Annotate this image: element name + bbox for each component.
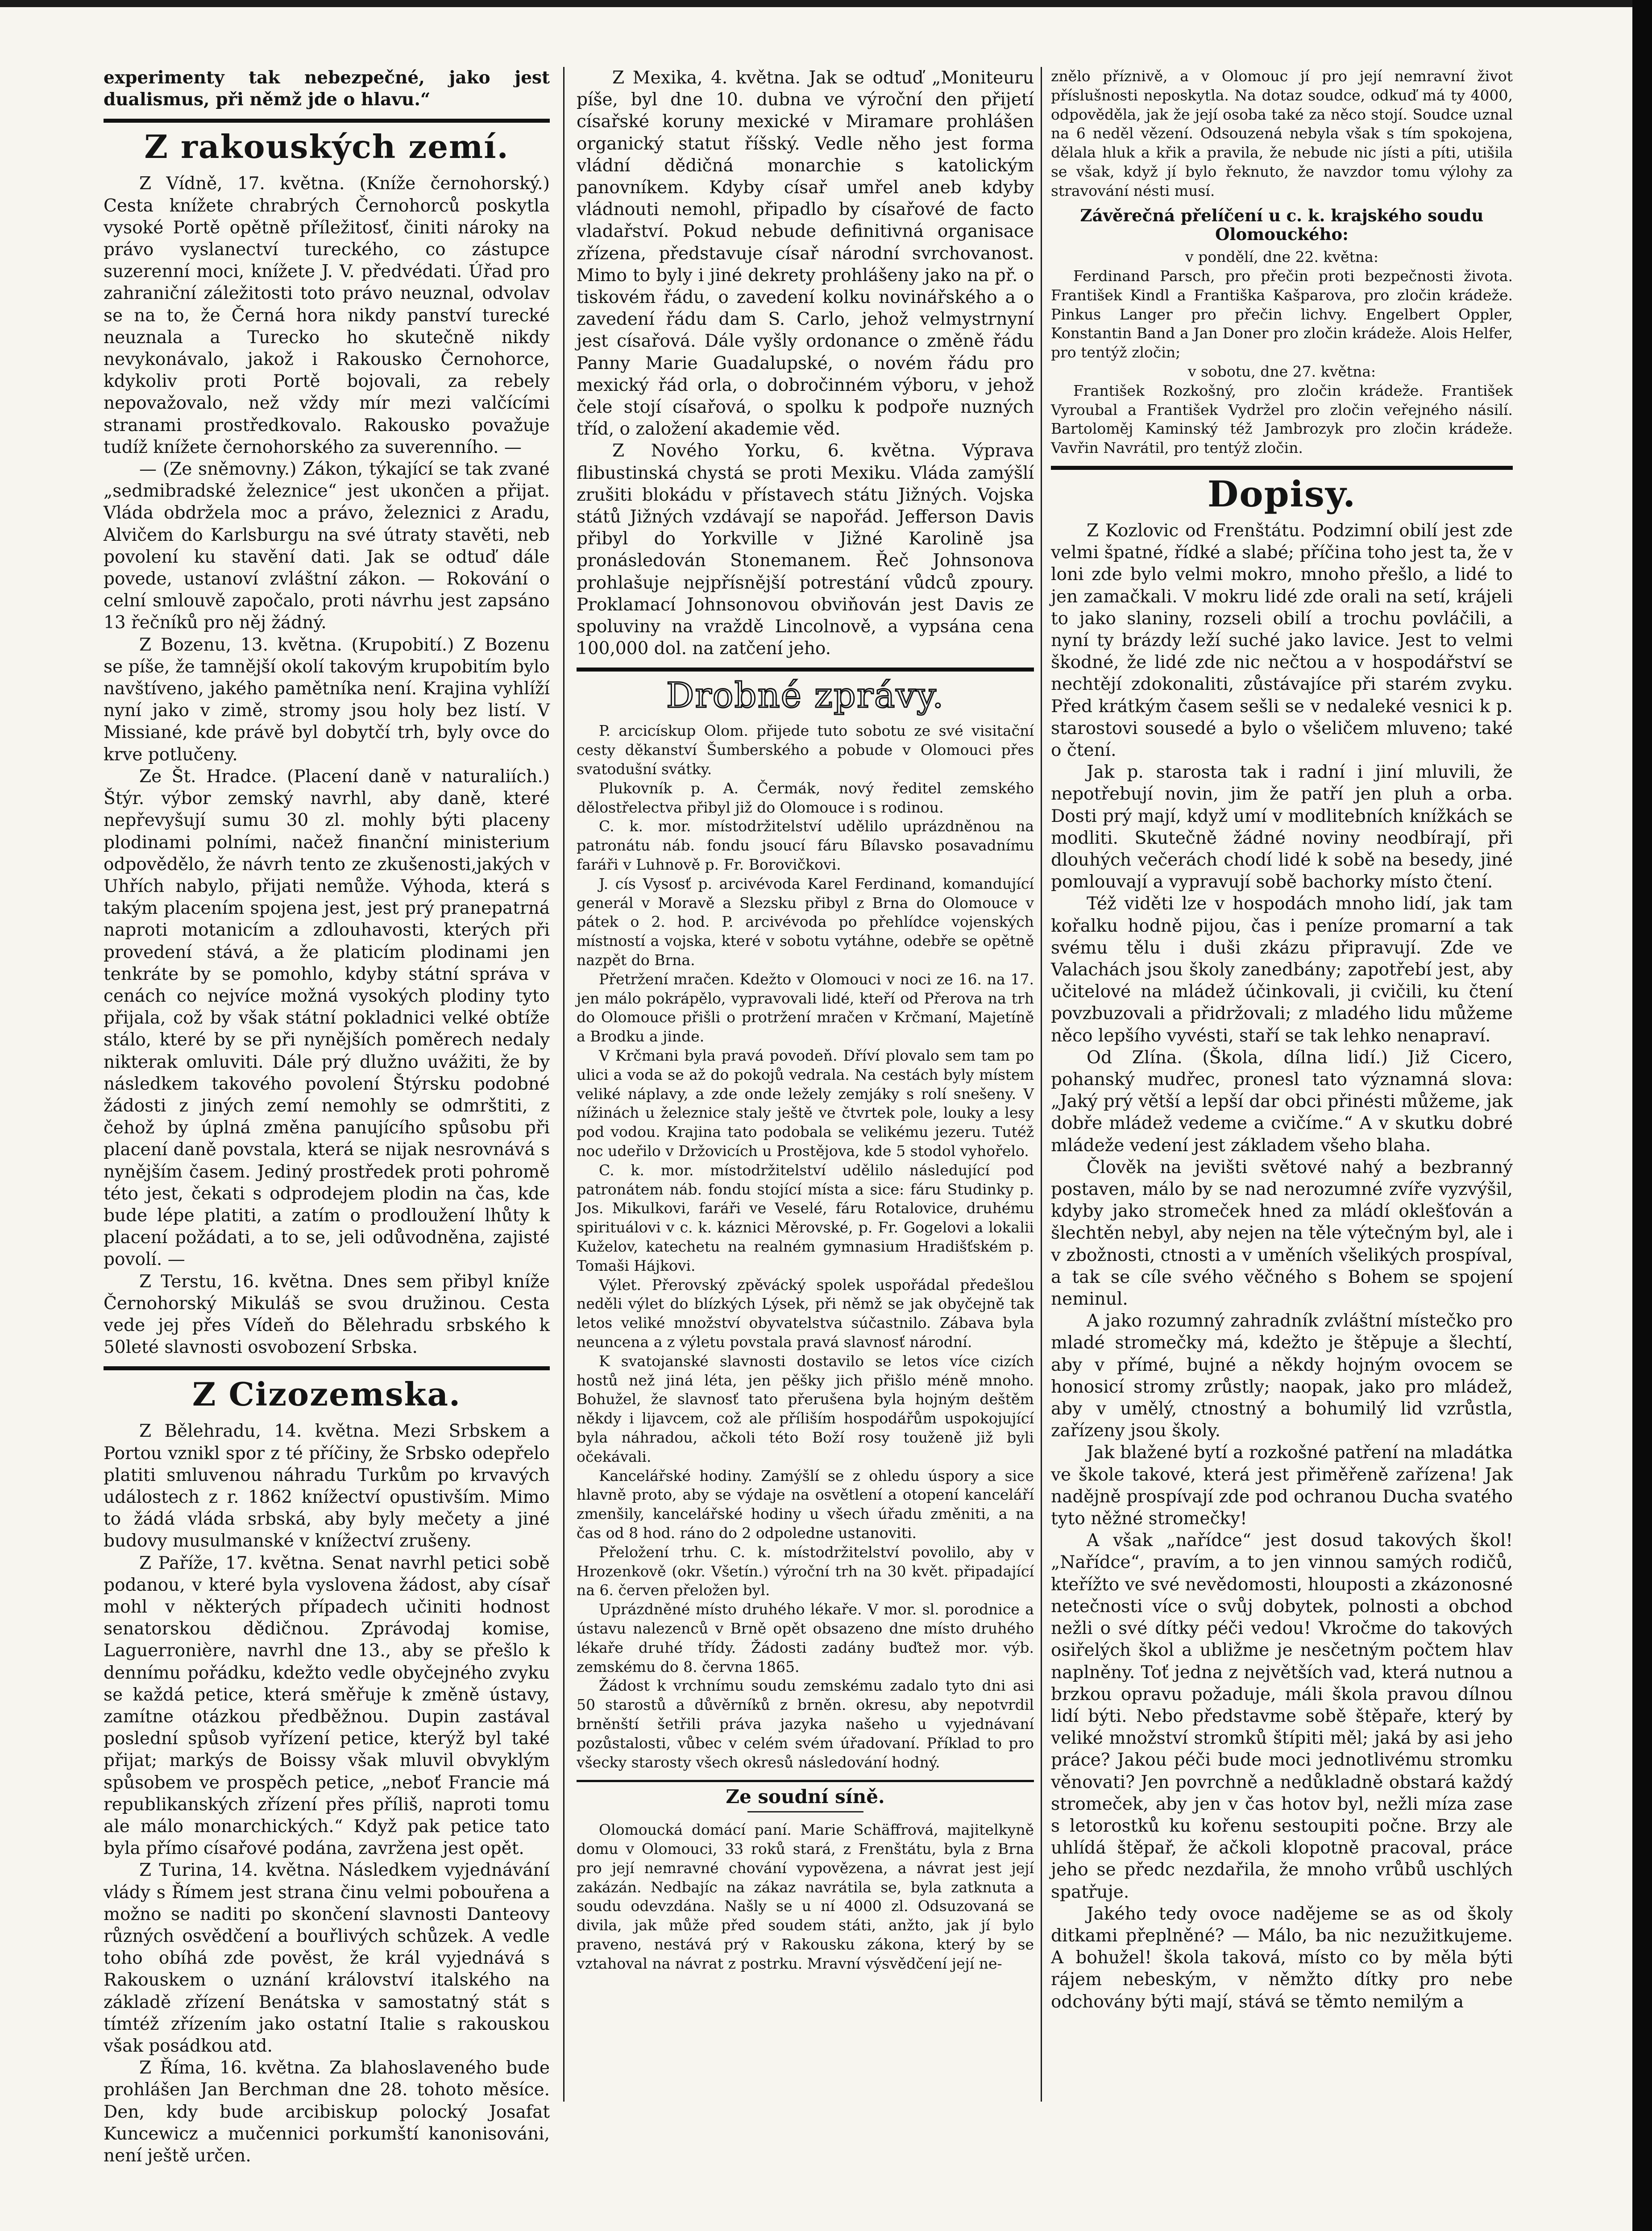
section-heading-letters: Dopisy. [1207,473,1357,515]
news-item: V Krčmani byla pravá povodeň. Dříví plovalo sem tam po ulici a voda se až do pokojů vedrala. Na cestách byly místem veliké náplavy, a zde onde ležely zemjáky s rolí snešeny. V nížinách u železnice staly ještě ve čtvrtek pole, louky a lesy pod vodou. Krajina tato podobala se velikému jezeru. Tutéž noc udeřilo v Držovicích u Prostějova, kde 5 stodol vyhořelo. [577,1047,1034,1160]
letter-kozlovice: Z Kozlovic od Frenštátu. Podzimní obilí jest zde velmi špatné, řídké a slabé; příčina toho jest ta, že v loni zde bylo velmi mokro, mnoho přešlo, a lidé to jen zamačkali. V mokru lidé zde orali na setí, krájeli to jako slaniny, rozseli obilí a trochu povláčili, a nyní ty brázdy leží suché jako lavice. Jest to velmi škodné, že lidé zde nic nečtou a v hospodářství se nechtějí zdokonaliti, zůstávajíce při starém zvyku. Před krátkým časem sešli se v nedaleké vesnici k p. starostovi sousedé a bylo o všeličem mluveno; také o čtení. [1051,520,1513,760]
news-item: K svatojanské slavnosti dostavilo se letos více cizích hostů než jiná léta, jen pěšky jich přišlo méně mnoho. Bohužel, že slavnosť tato přerušena byla hojným deštěm někdy i lijavcem, což ale příliším hospodářům uspokojující byla náhradou, ačkoli této Boží rosy touženě již byli očekávali. [577,1352,1034,1465]
letter-paragraph: Jak blažené bytí a rozkošné patření na mladátka ve škole takové, která jest přiměřeně zařízena! Jak nadějně prospívají zde pod ochranou Ducha svatého tyto něžné stromečky! [1051,1443,1513,1529]
section-heading-short-news: Drobné zprávy. [666,676,945,716]
news-item: C. k. mor. místodržitelství udělilo uprázdněnou na patronátu náb. fondu jsoucí fáru Bílavsko posavadnímu faráři v Luhnově p. Fr. Borovičkovi. [577,817,1034,874]
column-2 [577,67,1034,1973]
article-belgrade: Z Bělehradu, 14. května. Mezi Srbskem a Portou vznikl spor z té příčiny, že Srbsko odepřelo platiti smluvenou náhradu Turkům po krvavých událostech z r. 1862 knížectví opustivším. Mimo to žádá vláda srbská, aby byly mečety a jiné budovy musulmanské v knížectví zrušeny. [104,1421,550,1551]
letter-paragraph: Též viděti lze v hospodách mnoho lidí, jak tam kořalku hodně pijou, čas i peníze promarní a tak svému tělu i duši zkázu připravují. Zde ve Valachách jsou školy zanedbány; zapotřebí jest, aby učitelové na mládež účinkovali, ji cvičili, ku čtení povzbuzovali a přidržovali; z mladého lidu můžeme něco lepšího vyvésti, staří se tak lehko nenapraví. [1051,894,1513,1046]
news-item: P. arcicískup Olom. přijede tuto sobotu ze své visitační cesty děkanství Šumberského a pobude v Olomouci přes svatodušní svátky. [577,722,1034,778]
section-rule [104,1366,550,1370]
column-rule-2 [1041,67,1042,2102]
trials-list-1: Ferdinand Parsch, pro přečin proti bezpečnosti života. František Kindl a Františka Kašparova, pro zločin krádeže. Pinkus Langer pro přečin lichvy. Engelbert Oppler, Konstantin Band a Jan Doner pro zločin krádeže. Alois Helfer, pro tentýž zločin; [1051,267,1513,361]
column-1 [104,67,550,2167]
trials-list-2: František Rozkošný, pro zločin krádeže. František Vyroubal a František Vydržel pro zločin veřejného násilí. Bartoloměj Kaminský též Jambrozyk pro zločin krádeže. Vavřin Navrátil, pro tentýž zločin. [1051,382,1513,457]
intro-paragraph: experimenty tak nebezpečné, jako jest dualismus, při němž jde o hlavu.“ [104,67,550,110]
column-rule-1 [563,67,565,2102]
column-3 [1051,67,1513,2013]
letter-paragraph: Jak p. starosta tak i radní i jiní mluvili, že nepotřebují novin, jim že patří jen pluh a orba. Dosti prý mají, když umí v modlitebních knížkách se modliti. Skutečně žádné noviny neodbírají, při dlouhých večerách chodí lidé k sobě na besedy, jiné pomlouvají a vypravují sobě bachorky místo čtení. [1051,762,1513,892]
article-trieste: Z Terstu, 16. května. Dnes sem přibyl kníže Černohorský Mikuláš se svou družinou. Cesta vede jej přes Vídeň do Bělehradu srbského k 50leté slavnosti osvobození Srbska. [104,1271,550,1358]
trials-date-2: v sobotu, dne 27. května: [1187,362,1376,380]
news-item: Kancelářské hodiny. Zamýšlí se z ohledu úspory a sice hlavně proto, aby se výdaje na osvětlení a otopení kanceláří zmenšily, kancelářské hodiny u všech úřadu změniti, a na čas od 8 hod. ráno do 2 odpoledne ustanoviti. [577,1467,1034,1542]
news-item: Žádost k vrchnímu soudu zemskému zadalo tyto dni asi 50 starostů a důvěrníků z brněn. okresu, aby nepotvrdil brněnští šetřili práva jazyka našeho u vyjednávaní pozůstalosti, vůbec v celém svém úřadovaní. Příklad to pro všecky starosty všech okresů následování hodný. [577,1677,1034,1771]
article-rome: Z Říma, 16. května. Za blahoslaveného bude prohlášen Jan Berchman dne 28. tohoto měsíce. Den, kdy bude arcibiskup polocký Josafat Kuncewicz a mučennici porkumští kanonisováni, není ještě určen. [104,2058,550,2166]
section-heading-court: Ze soudní síně. [726,1786,885,1808]
page-top-edge [0,0,1652,7]
news-item: Plukovník p. A. Čermák, nový ředitel zemského dělostřelectva přibyl již do Olomouce i s rodinou. [577,779,1034,816]
section-heading-austrian-lands: Z rakouských zemí. [144,128,509,166]
section-rule [577,1780,1034,1782]
article-turin: Z Turina, 14. května. Následkem vyjednávání vlády s Římem jest strana činu velmi pobouřena a možno se naditi po skončení slavnosti Danteovy různých osvědčení a bouřlivých schůzek. A vedle toho obíhá zde pověst, že král vyjednává s Rakouskem o uznání království italského na základě zřízení Benátska v samostatný stát s tímtéž zřízením jako ostatní Italie s rakouskou však posádkou atd. [104,1860,550,2057]
news-item: Přetržení mračen. Kdežto v Olomouci v noci ze 16. na 17. jen málo pokrápělo, vypravovali lidé, kteří od Přerova na trh do Olomouce přišli o protržení mračen v Krčmaní, Majetíně a Brodku a jinde. [577,970,1034,1045]
article-paris: Z Paříže, 17. května. Senat navrhl petici sobě podanou, v které byla vyslovena žádost, aby císař mohl v některých případech učiniti hodnost senatorskou dědičnou. Zprávodaj komise, Laguerronière, navrhl dne 13., aby se přešlo k dennímu pořádku, kdežto vedle obyčejného zvyku se každá petice, která směřuje k změně ústavy, zamítne otázkou předběžnou. Dupin zastával poslední spůsob vyřízení petice, kterýž byl také přijat; markýs de Boissy však mluvil obvyklým spůsobem ve prospěch petice, „neboť Francie má republikanských zřízení přes příliš, naproti tomu ale málo monarchických.“ Když pak petice tato byla přímo císařové podána, zavržena jest opět. [104,1553,550,1859]
court-item-continued: znělo příznivě, a v Olomouc jí pro její nemravní život příslušnosti neposkytla. Na dotaz soudce, odkuď má ty 4000, odpověděla, jak že její osoba také za něco stojí. Soudce uznal na 6 neděl vězení. Odsouzená nebyla však s tím spokojena, dělala hluk a křik a pravila, že nebude nic jísti a píti, utišila se však, když jí bylo řeknuto, že navzdor tomu výlohy za stravování nésti musí. [1051,67,1513,199]
article-vienna: Z Vídně, 17. května. (Kníže černohorský.) Cesta knížete chrabrých Černohorců poskytla vysoké Portě opětně příležitosť, činiti nároky na právo vyslanectví tureckého, co zástupce suzerenní moci, knížete J. V. předvédati. Úřad pro zahraniční záležitosti toto právo neuznal, odvolav se na to, že Černá hora nikdy panství turecké neuznala a Turecko ho skutečně nikdy nevykonávalo, jakož i Rakousko Černohorce, kdykoliv proti Portě bojovali, za rebely nepovažovalo, než vždy mír mezi valčícími stranami prostředkovalo. Rakousko považuje tudíž knížete černohorského za suverenního. — [104,174,550,457]
letter-paragraph: A však „nařídce“ jest dosud takových škol! „Nařídce“, pravím, a to jen vinnou samých rodičů, kteřížto ve své nevědomosti, hlouposti a zkázonosné netečnosti více o svůj dobytek, polnosti a obchod nežli o své dítky péči vedou! Vkročme do takových osiřelých škol a ubližme je nesčetným počtem hlav naplněny. Toť jedna z největších vad, která nutnou a brzkou opravu požaduje, máli škola pravou dílnou lidí býti. Nebo představme sobě štěpaře, který by veliké množství stromků štípiti měl; jaká by asi jeho práce? Jakou péči bude moci jednotlivému stromku věnovati? Jen povrchně a nedůkladně obstará každý stromeček, aby jen v čas hotov byl, nežli míza zase s letorostků ku kořenu sestoupiti počne. Brzy ale uhlídá štěpař, že ačkoli klopotně pracoval, práce jeho se předc nezdařila, že mnoho vrůbů uschlých spatřuje. [1051,1530,1513,1902]
page-right-edge [1632,0,1652,2231]
letter-paragraph: Jakého tedy ovoce nadějeme se as od školy ditkami přeplněné? — Málo, ba nic nezužitkujeme. A bohužel! škola taková, místo co by měla býti rájem nebeským, v němžto dítky pro nebe odchovány býti mají, stává se těmto nemilým a [1051,1903,1513,2012]
section-heading-abroad: Z Cizozemska. [192,1375,461,1414]
letter-zlin: Od Zlína. (Škola, dílna lidí.) Již Cicero, pohanský mudřec, pronesl tato významná slova: „Jaký prý větší a lepší dar obci přinésti můžeme, jak dobře mládež vedeme a cvičíme.“ A v skutku dobré mládeže vedení jest základem všeho blaha. [1051,1047,1513,1156]
short-news-list [577,722,1034,1973]
trials-date-1: v pondělí, dne 22. května: [1185,248,1378,266]
court-continuation [1051,67,1513,458]
letter-paragraph: A jako rozumný zahradník zvláštní místečko pro mladé stromečky má, kdežto je štěpuje a šlechtí, aby v přímé, bujné a někdy hojným ovocem se honosicí stromy zrůstly; naopak, jako pro mládež, aby v umělý, ctnostný a bohumilý lid vzrůstla, zařízeny jsou školy. [1051,1311,1513,1441]
section-rule [104,119,550,123]
section-rule [577,668,1034,672]
news-item: Výlet. Přerovský zpěvácký spolek uspořádal předešlou neděli výlet do blízkých Lýsek, při němž se jak obyčejně tak letos veliké množství obyvatelstva súčastnilo. Zábava byla neuncena a z výletu povstala pravá slavnosť národní. [577,1276,1034,1351]
short-rule [747,1811,863,1812]
article-new-york: Z Nového Yorku, 6. května. Výprava flibustinská chystá se proti Mexiku. Vláda zamýšlí zrušiti blokádu v přístavech státu Jižných. Vojska států Jižných vzdávají se napořád. Jefferson Davis přibyl do Yorkville v Jižné Karolině jsa pronásledován Stonemanem. Řeč Johnsonova prohlašuje nejpřísnější potrestání vůdců zpoury. Proklamací Johnsonovou obviňován jest Davis ze spoluviny na vraždě Lincolnově, a vypsána cena 100,000 dol. na zatčení jeho. [577,441,1034,659]
news-item: J. cís Vysosť p. arcivévoda Karel Ferdinand, komandující generál v Moravě a Slezsku přibyl z Brna do Olomouce v pátek o 2. hod. P. arcivévoda po přehlídce vojenských místností a vojska, které v sobotu vytáhne, odebře se opětně nazpět do Brna. [577,875,1034,969]
letter-paragraph: Člověk na jevišti světové nahý a bezbranný postaven, málo by se nad nerozumné zvíře vyzvýšil, kdyby jako stromeček hned za mládí oklešťován a šlechtěn nebyl, aby nejen na těle výtečným byl, ale i v zbožnosti, ctnosti a v uměních všelikých prospíval, a tak se cíle svého věčného s Bohem se spojení neminul. [1051,1157,1513,1310]
court-item: Olomoucká domácí paní. Marie Schäffrová, majitelkyně domu v Olomouci, 33 roků stará, z Frenštátu, byla z Brna pro její nemravné chování vypovězena, a návrat jest její zakázán. Nedbajíc na zákaz navrátila se, byla zatknuta a soudu odevzdána. Našly se u ní 4000 zl. Odsuzovaná se divila, jak může před soudem státi, anžto, jak jí bylo praveno, nestává prý v Rakousku zákona, který by se vztahoval na návrat z postrku. Mravní výsvědčení její ne- [577,1821,1034,1972]
news-item: C. k. mor. místodržitelství udělilo následující pod patronátem náb. fondu stojící místa a sice: fáru Studinky p. Jos. Mikulkovi, faráři ve Veselé, fáru Rotalovice, druhému spirituálovi v c. k. káznici Měrovské, p. Fr. Gogelovi a lokalii Kuželov, katechetu na realném gymnasium Hradišťském p. Tomaši Hájkovi. [577,1161,1034,1274]
article-mexico: Z Mexika, 4. května. Jak se odtuď „Moniteuru píše, byl dne 10. dubna ve výroční den přijetí císařské koruny mexické v Miramare prohlášen organický statut říšský. Vedle něho jest forma vládní dědičná monarchie s katolickým panovníkem. Kdyby císař umřel aneb kdyby vládnouti nemohl, připadlo by císařové de facto vladařství. Pokud nebude definitivná organisace zřízena, představuje císař národní svrchovanost. Mimo to byly i jiné dekrety prohlášeny jako na př. o tiskovém řádu, o zavedení kolku novinářského a o zavedení řádu dam S. Carlo, jehož velmystrnyní jest císařová. Dále vyšly ordonance o změně řádu Panny Marie Guadalupské, o novém řádu pro mexický řád orla, o dobročinném výboru, v jehož čele stojí císařová, o spolku k podpoře nuzných tříd, o založení akademie věd. [577,68,1034,440]
section-rule [1051,466,1513,470]
news-item: Přeložení trhu. C. k. místodržitelství povolilo, aby v Hrozenkově (okr. Všetín.) výroční trh na 30 květ. připadající na 6. červen přeložen byl. [577,1543,1034,1599]
news-item: Uprázdněné místo druhého lékaře. V mor. sl. porodnice a ústavu nalezenců v Brně opět obsazeno dne místo druhého lékaře druhé třídy. Žádosti zadány buďtež mor. výb. zemskému do 8. června 1865. [577,1601,1034,1675]
article-graz: Ze Št. Hradce. (Placení daně v naturaliích.) Štýr. výbor zemský navrhl, aby daně, které nepřevyšují sumu 30 zl. mohly býti placeny plodinami polními, načež finanční ministerium odpovědělo, že návrh tento ze zkušenosti,jakých v Uhřích nabylo, přijati nemůže. Výhoda, která s takým placením spojena jest, jest prý pranepatrná naproti motanicím a zdlouhavosti, kterých při provedení stává, a že platicím plodinami jen tenkráte by se pomohlo, kdyby státní správa v cenách co nejvíce možná vysokých plodiny tyto přijala, což by však státní pokladnici velké obtíže stálo, které by se při nynějších poměrech nedaly nikterak omluviti. Dále prý dlužno uvážiti, že by následkem takového povolení Štýrsku podobné žádosti z jiných zemí nemohly se odmrštiti, z čehož by úplná změna panujícího spůsobu při placení daně povstala, která se nijak nesrovnává s nynějším časem. Jediný prostředek proti pohromě této jest, čekati s odprodejem plodin na čas, kde bude lépe platiti, a zatím o prodloužení lhůty k placení požádati, a to se, jeli odůvodněna, zajisté povolí. — [104,766,550,1270]
article-diet: — (Ze sněmovny.) Zákon, týkající se tak zvané „sedmibradské železnice“ jest ukončen a přijat. Vláda obdržela moc a právo, železnici z Aradu, Alvičem do Karlsburgu na své útraty stavěti, neb povolení ku stavění dati. Jak se odtuď dále povede, ustanoví zvláštní zákon. — Rokování o celní smlouvě započalo, proti návrhu jest zapsáno 13 řečníků pro něj žádný. [104,459,550,633]
trials-heading: Závěrečná přelíčení u c. k. krajského soudu Olomouckého: [1080,205,1484,245]
article-bozen: Z Bozenu, 13. května. (Krupobití.) Z Bozenu se píše, že tamnější okolí takovým krupobitím bylo navštíveno, jakého pamětníka není. Krajina vyhlíží nyní jako v zimě, stromy jsou holy bez listí. V Missiané, kde právě byl dobytčí trh, byly ovce do krve potlučeny. [104,634,550,765]
